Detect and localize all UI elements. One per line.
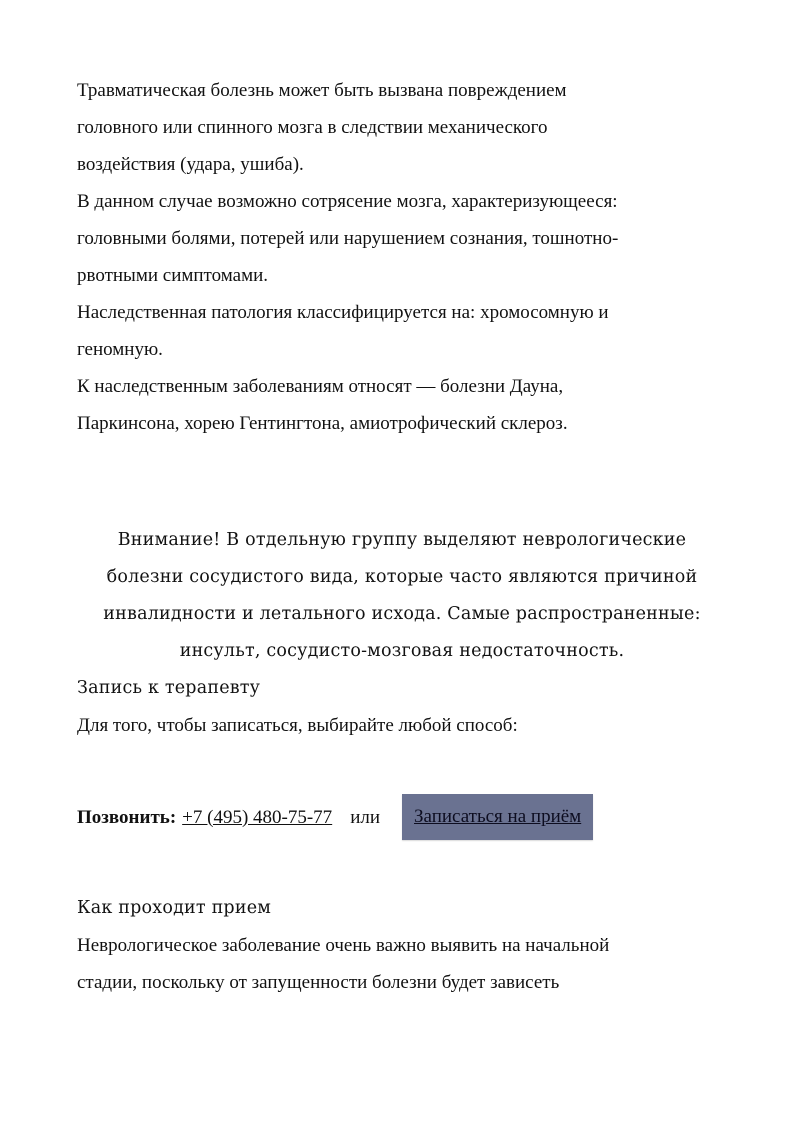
or-separator: или — [350, 806, 381, 828]
appointment-instruction: Для того, чтобы записаться, выбирайте любой способ: — [77, 715, 518, 736]
intro-line: воздействия (удара, ушиба). — [77, 154, 304, 175]
notice-line: Внимание! В отдельную группу выделяют неврологические — [117, 530, 687, 550]
contact-options — [77, 794, 727, 840]
intro-line: Травматическая болезнь может быть вызвана повреждением — [77, 80, 567, 101]
book-appointment-button[interactable]: Записаться на приём — [402, 794, 593, 840]
visit-line: стадии, поскольку от запущенности болезни будет зависеть — [77, 972, 560, 993]
document-page — [77, 72, 727, 1001]
visit-line: Неврологическое заболевание очень важно выявить на начальной — [77, 935, 610, 956]
visit-text — [77, 927, 727, 1001]
intro-line: Наследственная патология классифицируется на: хромосомную и — [77, 302, 609, 323]
intro-text — [77, 72, 727, 442]
notice-line: инсульт, сосудисто-мозговая недостаточность. — [179, 641, 625, 661]
visit-heading: Как проходит прием — [77, 898, 272, 918]
phone-link[interactable]: +7 (495) 480-75-77 — [182, 806, 333, 828]
intro-line: геномную. — [77, 339, 163, 360]
notice-line: инвалидности и летального исхода. Самые распространенные: — [103, 604, 701, 624]
notice-line: болезни сосудистого вида, которые часто являются причиной — [106, 567, 698, 587]
intro-line: головного или спинного мозга в следствии механического — [77, 117, 548, 138]
appointment-heading: Запись к терапевту — [77, 678, 261, 698]
call-label: Позвонить: — [77, 806, 177, 828]
intro-line: головными болями, потерей или нарушением сознания, тошнотно- — [77, 228, 619, 249]
intro-line: Паркинсона, хорею Гентингтона, амиотрофический склероз. — [77, 413, 568, 434]
intro-line: рвотными симптомами. — [77, 265, 269, 286]
intro-line: В данном случае возможно сотрясение мозга, характеризующееся: — [77, 191, 618, 212]
attention-notice — [77, 522, 727, 670]
intro-line: К наследственным заболеваниям относят — болезни Дауна, — [77, 376, 564, 397]
